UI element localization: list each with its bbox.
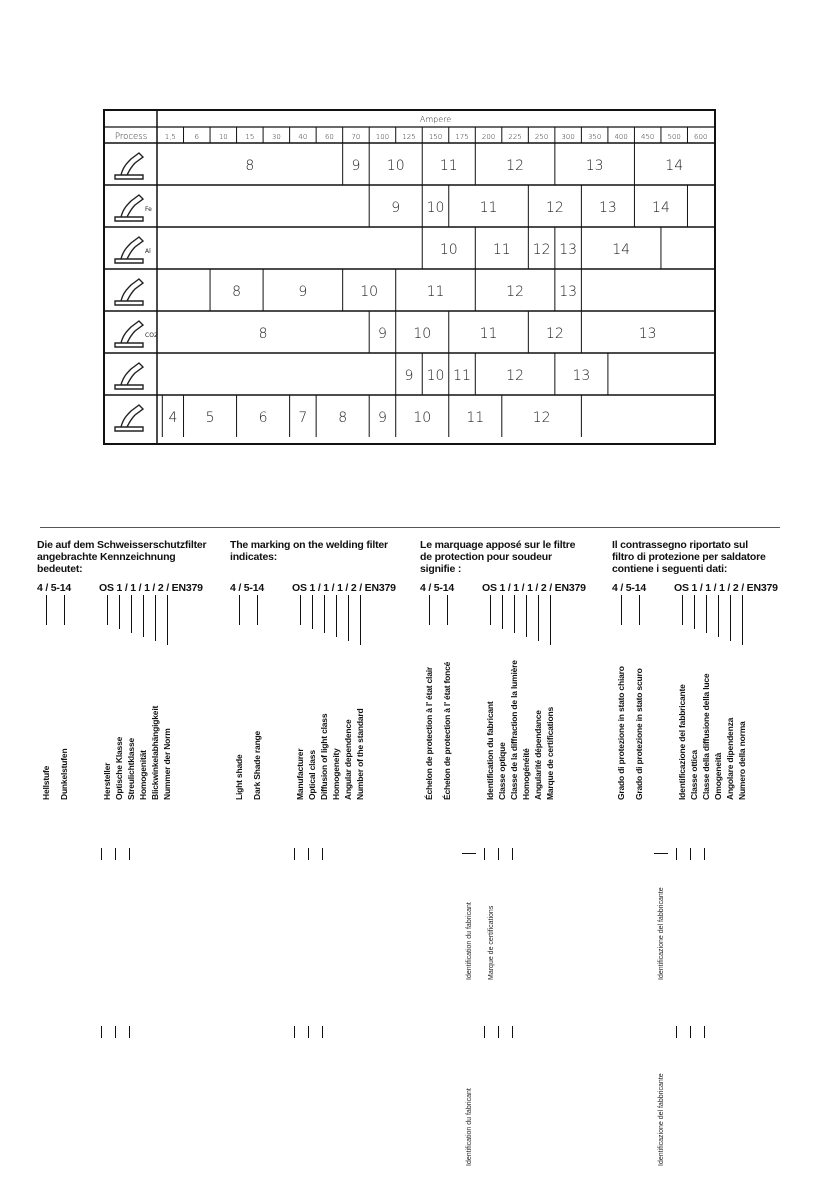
shade-label: Dunkelstufen	[59, 748, 69, 800]
leader-line	[429, 595, 430, 625]
spec-code: OS 1 / 1 / 1 / 2 / EN379	[292, 582, 396, 594]
ampere-tick: 100	[375, 133, 390, 141]
spec-label: Angular dependence	[343, 719, 353, 800]
leader-line	[639, 595, 640, 625]
torch-shape	[115, 405, 143, 431]
shade-value: 5	[205, 410, 215, 426]
spec-label: Blickwinkelabhängigkeit	[150, 705, 160, 800]
shade-value: 9	[377, 326, 387, 342]
tick-mark	[484, 1026, 485, 1038]
tick-mark	[294, 1026, 295, 1038]
leader-line	[514, 595, 515, 633]
leader-line	[336, 595, 337, 637]
tick-mark	[115, 1026, 116, 1038]
tick-mark	[129, 848, 130, 860]
shade-value: 10	[413, 410, 432, 426]
shade-value: 11	[439, 158, 458, 174]
shade-value: 8	[232, 284, 242, 300]
leader-line	[682, 595, 683, 625]
tick-mark	[308, 848, 309, 860]
leader-line	[490, 595, 491, 625]
ampere-tick: 400	[614, 133, 628, 141]
torch-shape	[115, 363, 143, 389]
ampere-tick: 15	[245, 133, 255, 141]
leader-line	[694, 595, 695, 629]
leader-line	[550, 595, 551, 645]
process-header: Process	[114, 132, 148, 142]
ampere-tick: 10	[218, 133, 228, 141]
leader-line	[239, 595, 240, 625]
spec-label: Classe della diffusione della luce	[701, 673, 711, 800]
ampere-tick: 300	[561, 133, 575, 141]
leader-line	[742, 595, 743, 645]
marking-title: de protection pour soudeur	[420, 551, 552, 563]
tick-mark	[294, 848, 295, 860]
shade-value: 13	[598, 200, 617, 216]
ampere-tick: 500	[667, 133, 681, 141]
shade-value: 13	[585, 158, 604, 174]
shade-value: 12	[506, 158, 524, 174]
marking-title: signifie :	[420, 563, 462, 575]
mag-torch-icon	[115, 195, 143, 221]
shade-value: 11	[466, 410, 485, 426]
tick-mark	[308, 1026, 309, 1038]
leader-line	[526, 595, 527, 637]
tick-mark	[498, 848, 499, 860]
tick-mark	[322, 848, 323, 860]
shade-value: 13	[559, 284, 578, 300]
footnote-label: Marque de certifications	[488, 905, 495, 980]
marking-title: Le marquage apposé sur le filtre	[420, 539, 576, 551]
shade-value: 10	[439, 242, 458, 258]
shade-value: 11	[479, 326, 498, 342]
leader-line	[348, 595, 349, 641]
spec-label: Identification du fabricant	[485, 701, 495, 800]
mig-torch-icon	[115, 237, 143, 263]
leader-line	[718, 595, 719, 637]
shade-table-grid	[105, 111, 714, 443]
shade-code: 4 / 5-14	[420, 582, 455, 594]
torch-shape	[115, 237, 143, 263]
spec-label: Diffusion of light class	[319, 713, 329, 800]
shade-value: 11	[479, 200, 498, 216]
shade-value: 9	[391, 200, 401, 216]
ampere-tick: 70	[351, 133, 361, 141]
spec-code: OS 1 / 1 / 1 / 2 / EN379	[482, 582, 586, 594]
tick-mark	[322, 1026, 323, 1038]
torch-shape	[115, 195, 143, 221]
shade-value: 10	[426, 368, 445, 384]
footnote-label: Identificazione del fabbricante	[658, 1073, 665, 1166]
shade-value: 13	[638, 326, 657, 342]
ampere-tick: 350	[587, 133, 602, 141]
spec-label: Homogenität	[138, 750, 148, 800]
leader-line	[621, 595, 622, 625]
marking-title: Die auf dem Schweisserschutzfilter	[37, 539, 207, 551]
shade-value: 9	[351, 158, 361, 174]
marking-title: contiene i seguenti dati:	[612, 563, 728, 575]
shade-value: 13	[559, 242, 578, 258]
leader-line	[538, 595, 539, 641]
shade-value: 10	[386, 158, 405, 174]
spec-label: Identificazione del fabbricante	[677, 684, 687, 800]
shade-value: 9	[377, 410, 387, 426]
spec-label: Marque de certifications	[545, 707, 555, 800]
ampere-tick: 30	[271, 133, 281, 141]
marking-title: indicates:	[230, 551, 278, 563]
shade-value: 12	[532, 242, 551, 258]
shade-code: 4 / 5-14	[612, 582, 647, 594]
tick-mark	[115, 848, 116, 860]
ampere-tick: 1,5	[164, 133, 176, 141]
shade-value: 12	[506, 284, 524, 300]
leader-line	[46, 595, 47, 625]
tick-mark	[512, 1026, 513, 1038]
shade-value: 11	[492, 242, 511, 258]
shade-code: 4 / 5-14	[37, 582, 72, 594]
spec-label: Classe ottica	[689, 750, 699, 800]
shade-label: Échelon de protection à l' état clair	[424, 666, 434, 800]
leader-line	[64, 595, 65, 625]
shade-label: Hellstufe	[41, 765, 51, 800]
shade-value: 9	[298, 284, 308, 300]
footnote-label: Identification du fabricant	[466, 902, 473, 980]
footnote-label: Identification du fabricant	[466, 1088, 473, 1166]
ampere-tick: 225	[508, 133, 522, 141]
shade-label: Dark Shade range	[252, 730, 262, 800]
spec-label: Optische Klasse	[114, 736, 124, 800]
tick-mark	[498, 1026, 499, 1038]
shade-label: Light shade	[234, 754, 244, 800]
shade-value: 6	[258, 410, 268, 426]
leader-line	[360, 595, 361, 645]
shade-value: 10	[413, 326, 432, 342]
tick-mark	[129, 1026, 130, 1038]
tick-mark	[512, 848, 513, 860]
welding-shade-table	[103, 109, 716, 445]
ampere-tick: 40	[298, 133, 308, 141]
tick-mark	[676, 1026, 677, 1038]
gas-tag: Fe	[145, 206, 152, 213]
section-divider	[40, 527, 780, 528]
leader-line	[155, 595, 156, 641]
torch-shape	[115, 321, 143, 347]
shade-value: 8	[245, 158, 255, 174]
shade-value: 14	[612, 242, 631, 258]
spec-label: Classe de la diffraction de la lumière	[509, 660, 519, 800]
tick-mark	[690, 848, 691, 860]
shade-value: 11	[426, 284, 445, 300]
leader-line	[300, 595, 301, 625]
tig-torch-icon	[115, 279, 143, 305]
leader-line	[502, 595, 503, 629]
ampere-tick: 150	[428, 133, 443, 141]
leader-line	[257, 595, 258, 625]
shade-value: 13	[572, 368, 591, 384]
leader-line	[143, 595, 144, 637]
ampere-tick: 600	[694, 133, 708, 141]
shade-label: Grado di protezione in stato chiaro	[616, 666, 626, 800]
marking-title: filtro di protezione per saldatore	[612, 551, 766, 563]
tick-mark	[484, 848, 485, 860]
co2-torch-icon	[115, 321, 143, 347]
leader-line	[107, 595, 108, 625]
spec-code: OS 1 / 1 / 1 / 2 / EN379	[99, 582, 203, 594]
tick-mark	[676, 848, 677, 860]
shade-value: 8	[338, 410, 348, 426]
shade-value: 12	[532, 410, 551, 426]
marking-title: The marking on the welding filter	[230, 539, 388, 551]
shade-value: 10	[426, 200, 445, 216]
spec-label: Optical class	[307, 750, 317, 800]
spec-label: Omogeneità	[713, 752, 723, 800]
marking-title: angebrachte Kennzeichnung	[37, 551, 176, 563]
spec-label: Homogénéité	[521, 748, 531, 800]
spec-label: Angularité dépendance	[533, 710, 543, 800]
mma-welding-icon	[115, 153, 143, 179]
ampere-tick: 450	[641, 133, 655, 141]
ampere-tick: 250	[534, 133, 549, 141]
gas-tag: CO2	[145, 332, 158, 339]
ampere-tick: 125	[402, 133, 416, 141]
leader-line	[706, 595, 707, 633]
ampere-tick: 200	[481, 133, 496, 141]
marking-title: bedeutet:	[37, 563, 83, 575]
tick-mark	[690, 1026, 691, 1038]
ampere-tick: 175	[455, 133, 469, 141]
shade-value: 12	[545, 326, 564, 342]
spec-label: Streulichtklasse	[126, 738, 136, 800]
spec-code: OS 1 / 1 / 1 / 2 / EN379	[674, 582, 778, 594]
shade-value: 4	[168, 410, 178, 426]
leader-line	[312, 595, 313, 629]
leader-line	[131, 595, 132, 633]
shade-value: 12	[545, 200, 564, 216]
tick-mark	[704, 1026, 705, 1038]
shade-label: Échelon de protection à l' état foncé	[442, 661, 452, 800]
leader-line	[447, 595, 448, 625]
spec-label: Homogeneity	[331, 748, 341, 800]
shade-code: 4 / 5-14	[230, 582, 265, 594]
footnote-label: Identificazione del fabbricante	[658, 887, 665, 980]
shade-value: 7	[298, 410, 308, 426]
ampere-tick: 6	[194, 133, 200, 141]
torch-shape	[115, 279, 143, 305]
spec-label: Manufacturer	[295, 748, 305, 800]
leader-line	[167, 595, 168, 645]
spec-label: Number of the standard	[355, 708, 365, 800]
leader-line	[324, 595, 325, 633]
ampere-header: Ampere	[419, 115, 452, 124]
torch-shape	[115, 153, 143, 179]
gas-tag: Al	[145, 248, 151, 255]
spec-label: Classe optique	[497, 742, 507, 800]
shade-label: Grado di protezione in stato scuro	[634, 668, 644, 800]
plasma-cutting-icon	[115, 363, 143, 389]
shade-value: 12	[506, 368, 524, 384]
marking-title: Il contrassegno riportato sul	[612, 539, 748, 551]
tick-mark	[101, 848, 102, 860]
shade-value: 14	[665, 158, 684, 174]
leader-line	[119, 595, 120, 629]
shade-value: 14	[652, 200, 670, 216]
tick-mark	[101, 1026, 102, 1038]
leader-line	[730, 595, 731, 641]
spec-label: Nummer der Norm	[162, 728, 172, 800]
leader-line	[462, 853, 476, 854]
shade-value: 8	[258, 326, 268, 342]
spec-label: Numero della norma	[737, 721, 747, 800]
shade-value: 10	[360, 284, 379, 300]
ampere-tick: 60	[324, 133, 334, 141]
shade-value: 11	[453, 368, 471, 384]
leader-line	[654, 853, 668, 854]
tick-mark	[704, 848, 705, 860]
plasma-welding-icon	[115, 405, 143, 431]
spec-label: Hersteller	[102, 762, 112, 800]
spec-label: Angolare dipendenza	[725, 717, 735, 800]
shade-value: 9	[404, 368, 414, 384]
